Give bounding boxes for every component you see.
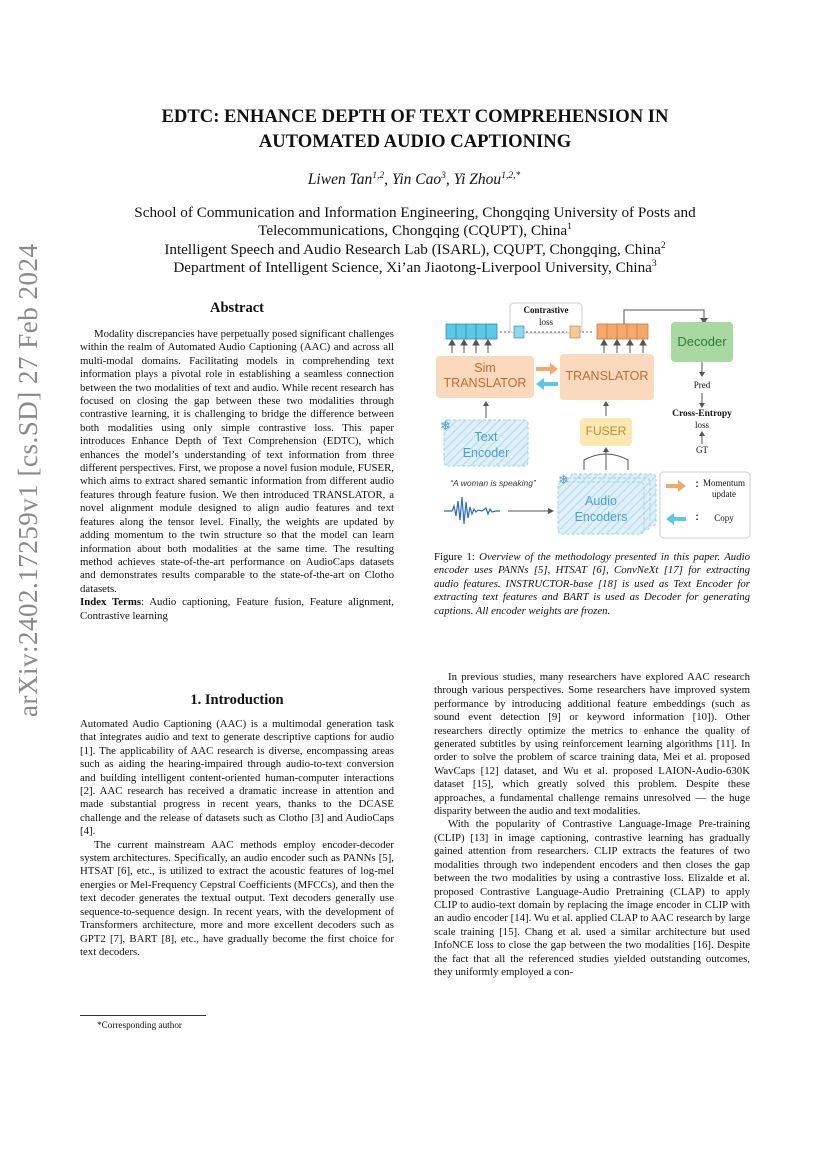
audio-encoders-label: Encoders — [574, 510, 628, 524]
audio-label: Audio — [585, 494, 617, 508]
pred-label: Pred — [693, 380, 711, 390]
footnote-rule — [80, 1015, 206, 1016]
title-line-1: EDTC: ENHANCE DEPTH OF TEXT COMPREHENSION IN — [161, 106, 669, 127]
sim-token-stack — [446, 324, 497, 339]
cross-entropy-label: Cross-Entropy — [672, 409, 732, 419]
sim-cls-token — [514, 326, 524, 338]
author-list — [0, 171, 828, 189]
fuser-label: FUSER — [585, 424, 627, 438]
author: Yi Zhou$^{1,2,*}$ — [453, 170, 521, 188]
affiliation-line: School of Communication and Information Engineering, Chongqing University of Posts and — [134, 204, 696, 221]
paragraph: The current mainstream AAC methods employ encoder-decoder system architectures. Specifically, an audio encoder such as PANNs [5], HTSAT [6], etc., is utilized to extract the acoustic features of log-mel energies or Mel-Frequency Cepstral Coefficients (MFCCs), and then the text decoder generates the textual output. Text decoders generally use sequence-to-sequence design. In recent years, with the development of Transformers architecture, more and more excellent decoders such as GPT2 [7], BART [8], etc., have gradually become the first choice for text decoders. — [80, 838, 394, 958]
abstract-heading: Abstract — [210, 300, 264, 316]
introduction-body — [80, 718, 394, 959]
audio-waveform-icon — [444, 497, 500, 524]
sim-label: Sim — [474, 361, 496, 375]
affiliation-line: Intelligent Speech and Audio Research Lab (ISARL), CQUPT, Chongqing, China$^2$ — [164, 240, 666, 258]
caption-label: Figure 1: — [434, 551, 475, 563]
paper-title — [90, 104, 740, 154]
legend-colon: : — [695, 479, 699, 490]
translator-label: TRANSLATOR — [565, 369, 649, 383]
author: Yin Cao$^3$, — [391, 170, 454, 188]
section-heading-introduction: 1. Introduction — [190, 692, 284, 708]
legend-momentum-label: Momentum — [703, 478, 745, 488]
paragraph: With the popularity of Contrastive Language-Image Pre-training (CLIP) [13] in image captioning, contrastive learning has gradually gained attention from researchers. CLIP extracts the features of two modalities through two independent encoders and then closes the gap between the two modalities by using a contrastive loss. Elizalde et al. proposed Contrastive Language-Audio Pretraining (CLAP) to apply CLIP to audio-text domain by replacing the image encoder in CLIP with an audio encoder [14]. Wu et al. applied CLAP to AAC research by large scale training [15]. Chang et al. used a similar architecture but used InfoNCE loss to close the gap between the two modalities [16]. Despite the fact that all the referenced studies yielded outstanding outcomes, they uniformly employed a con- — [434, 818, 750, 978]
legend-colon: : — [695, 512, 699, 523]
frozen-snowflake-icon: ❄ — [440, 419, 451, 434]
paragraph: Automated Audio Captioning (AAC) is a multimodal generation task that integrates audio and text to generate descriptive captions for audio [1]. The applicability of AAC research is diverse, encompassing areas such as aiding the hearing-impaired through audio-to-text conversion and building intelligent content-oriented human-computer interactions [2]. AAC research has received a dramatic increase in attention and made substantial progress in recent years, thanks to the DCASE challenge and the release of datasets such as Clotho [3] and AudioCaps [4]. — [80, 718, 394, 838]
author: Liwen Tan$^{1,2}$, — [307, 170, 392, 188]
affiliation-line: Telecommunications, Chongqing (CQUPT), China$^1$ — [258, 222, 572, 240]
arxiv-identifier: arXiv:2402.17259v1 [cs.SD] 27 Feb 2024 — [13, 243, 43, 717]
frozen-snowflake-icon: ❄ — [558, 473, 569, 488]
contrastive-loss-label: loss — [538, 317, 553, 327]
affiliations — [60, 204, 770, 277]
translator-token-stack — [597, 324, 648, 339]
legend-update-label: update — [712, 489, 736, 499]
contrastive-label: Contrastive — [523, 305, 569, 315]
title-line-2: AUTOMATED AUDIO CAPTIONING — [258, 131, 572, 152]
right-column-body — [434, 671, 750, 979]
affiliation-line: Department of Intelligent Science, Xi’an Jiaotong-Liverpool University, China$^3$ — [173, 258, 657, 276]
cross-entropy-loss-label: loss — [694, 420, 709, 430]
figure-1-caption — [434, 551, 750, 618]
index-terms: Index Terms: Audio captioning, Feature fusion, Feature alignment, Contrastive learning — [80, 596, 394, 622]
text-encoder-label: Encoder — [462, 446, 510, 460]
sim-translator-label: TRANSLATOR — [443, 376, 527, 390]
decoder-label: Decoder — [677, 334, 727, 349]
momentum-arrow — [536, 363, 558, 375]
caption-quote: “A woman is speaking” — [450, 478, 536, 488]
figure-1-diagram — [434, 298, 754, 543]
abstract-section — [80, 328, 394, 623]
footnote: *Corresponding author — [97, 1020, 182, 1030]
copy-arrow — [536, 378, 558, 390]
text-label: Text — [474, 430, 498, 444]
caption-text: Overview of the methodology presented in this paper. Audio encoder uses PANNs [5], HTSAT [6], ConvNeXt [17] for extracting audio features. INSTRUCTOR-base [18] is used as Text Encoder for extracting text features and BART is used as Decoder for generating captions. All encoder weights are frozen. — [434, 551, 750, 617]
audio-encoders-box — [558, 482, 644, 534]
paragraph: In previous studies, many researchers have explored AAC research through various perspectives. Some researchers have improved system performance by introducing additional feature embeddings (such as sound event detection [9] or keyword information [10]). Other researchers directly optimize the metrics to enhance the quality of generated subtitles by using reinforcement learning algorithms [11]. In order to solve the problem of scarce training data, Mei et al. proposed WavCaps [12] dataset, and Wu et al. proposed LAION-Audio-630K dataset [15], which greatly solved this problem. Despite these approaches, a fundamental challenge remains unresolved — the huge disparity between the audio and text modalities. — [434, 671, 750, 818]
gt-label: GT — [696, 445, 708, 455]
translator-cls-token — [570, 326, 580, 338]
abstract-text: Modality discrepancies have perpetually posed significant challenges within the realm of Automated Audio Captioning (AAC) and across all multi-modal domains. Facilitating models in comprehending text information plays a pivotal role in establishing a seamless connection between the two modalities of text and audio. While recent research has focused on closing the gap between these two modalities through contrastive learning, it is challenging to bridge the difference between both modalities using only simple contrastive loss. This paper introduces Enhance Depth of Text Comprehension (EDTC), which enhances the model’s understanding of text information from three different perspectives. First, we propose a novel fusion module, FUSER, which aims to extract shared semantic information from different audio features through feature fusion. We then introduced TRANSLATOR, a novel alignment module designed to align audio features and text features along the tensor level. Finally, the weights are updated by adding momentum to the twin structure so that the model can learn information about both modalities at the same time. The resulting method achieves state-of-the-art performance on AudioCaps datasets and demonstrates results comparable to the state-of-the-art on Clotho datasets. — [80, 328, 394, 595]
legend-copy-label: Copy — [714, 513, 734, 523]
